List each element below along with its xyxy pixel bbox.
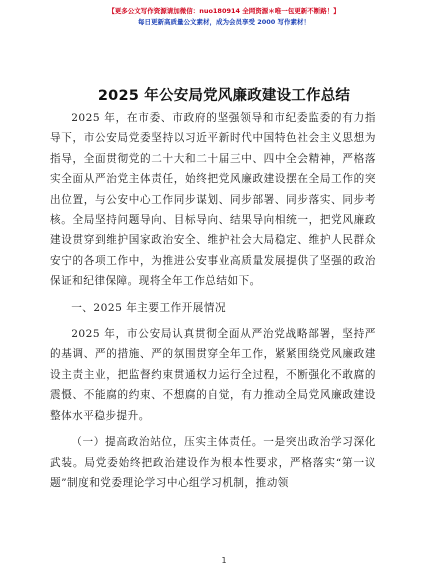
paragraph-intro: 2025 年，在市委、市政府的坚强领导和市纪委监委的有力指导下，市公安局党委坚持以习近平新时代中国特色社会主义思想为指导，全面贯彻党的二十大和二十届三中、四中全会精神，严格落实全面从严治党主体责任，始终把党风廉政建设摆在全局工作的突出位置，与公安中心工作同步谋划、同步部署、同步落实、同步考核。全局坚持问题导向、目标导向、结果导向相统一，把党风廉政建设贯穿到维护国家政治安全、维护社会大局稳定、维护人民群众安宁的各项工作中，为推进公安事业高质量发展提供了坚强的政治保证和纪律保障。现将全年工作总结如下。 [50,112,376,288]
document-title: 2025 年公安局党风廉政建设工作总结 [97,88,351,104]
paragraph-section-1-summary: 2025 年，市公安局认真贯彻全面从严治党战略部署，坚持严的基调、严的措施、严的氛围贯穿全年工作，紧紧围绕党风廉政建设主责主业，把监督约束贯通权力运行全过程，不断强化不敢腐的震慑、不能腐的约束、不想腐的自觉，有力推动全局党风廉政建设整体水平稳步提升。 [50,328,376,422]
page-number: 1 [221,556,227,565]
document-body [50,108,376,493]
section-heading-1: 一、2025 年主要工作开展情况 [71,301,227,314]
promo-banner-line-2: 每日更新高质量公文素材，成为会员享受 2000 写作素材！ [137,18,311,26]
promo-banner-line-1: 【更多公文写作资源请加微信：nuo180914 全网资源＊唯一包更新不断路！】 [108,7,340,15]
promo-banner [0,6,448,28]
paragraph-section-1-item-1: （一）提高政治站位，压实主体责任。一是突出政治学习深化武装。局党委始终把政治建设作为根本性要求，严格落实“第一议题”制度和党委理论学习中心组学习机制，推动领 [50,436,376,489]
